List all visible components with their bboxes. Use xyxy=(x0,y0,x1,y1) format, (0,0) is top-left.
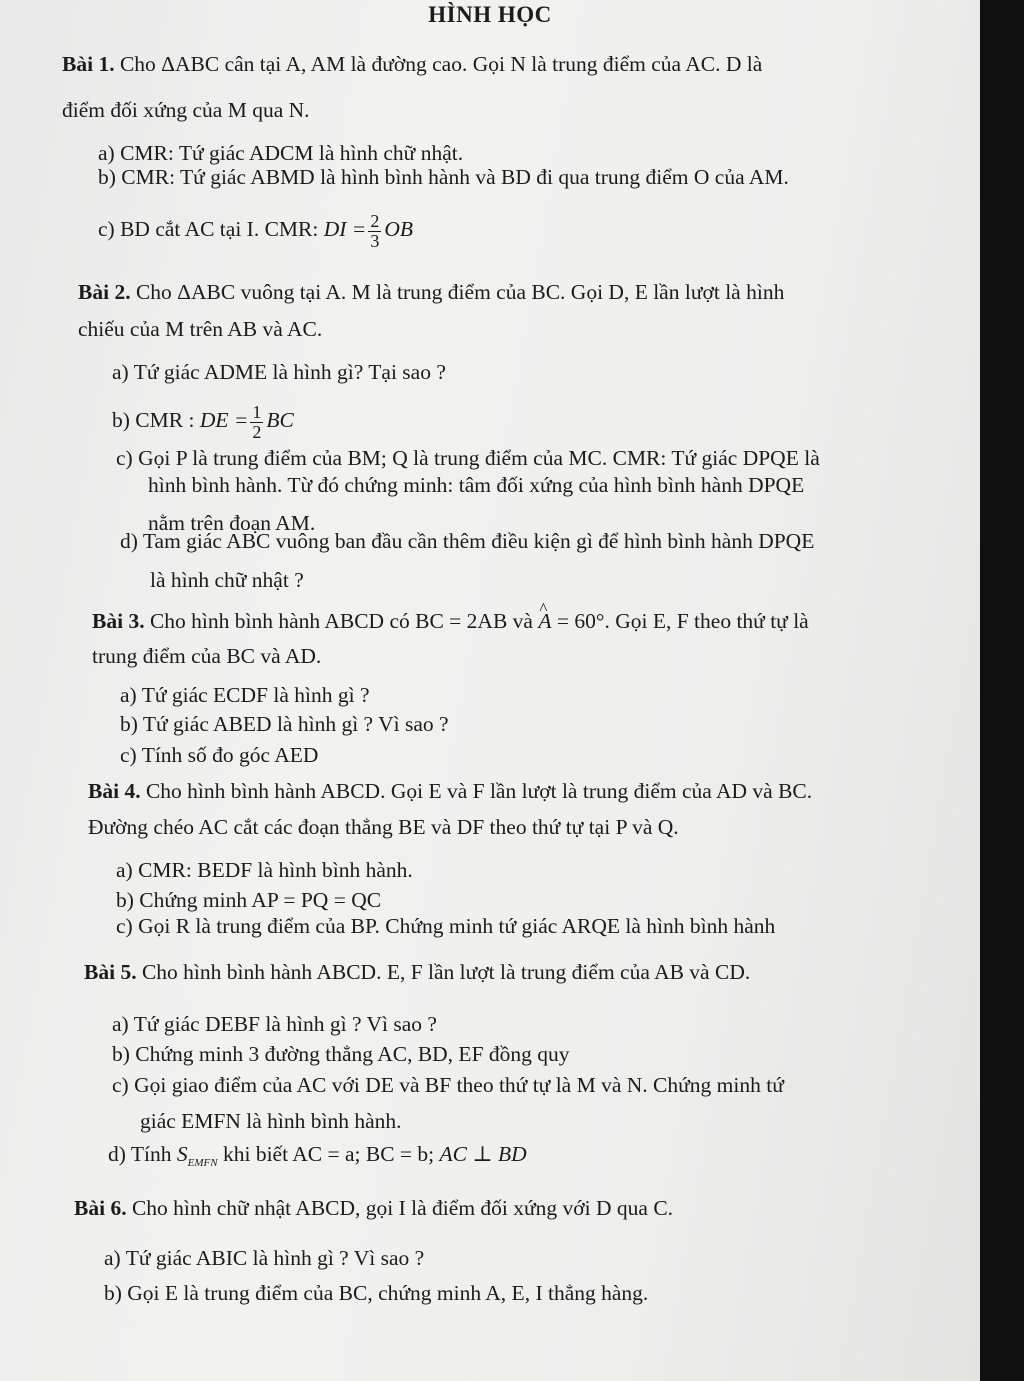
b2-intro-line1 xyxy=(78,278,784,306)
b5-intro-line1 xyxy=(84,958,750,986)
b5-part-a: a) Tứ giác DEBF là hình gì ? Vì sao ? xyxy=(112,1012,437,1036)
b1-c-rhs: OB xyxy=(384,217,413,241)
b4-part-b: b) Chứng minh AP = PQ = QC xyxy=(116,888,382,912)
b5-part-c-line1: c) Gọi giao điểm của AC với DE và BF theo thứ tự là M và N. Chứng minh tứ xyxy=(112,1073,784,1097)
b5-d-area-subscript: EMFN xyxy=(187,1157,218,1169)
b2-intro1: Cho ΔABC vuông tại A. M là trung điểm của BC. Gọi D, E lần lượt là hình xyxy=(130,280,785,304)
b3-angle-symbol: ^ A xyxy=(538,607,551,635)
b3-intro-line1 xyxy=(92,607,809,635)
b1-c-denominator: 3 xyxy=(370,230,380,251)
b6-intro-line1 xyxy=(74,1194,673,1222)
b5-d-area-symbol: S xyxy=(176,1142,188,1166)
b3-part-b: b) Tứ giác ABED là hình gì ? Vì sao ? xyxy=(120,712,449,736)
b2-b-fraction xyxy=(250,403,263,442)
b6-label: Bài 6. xyxy=(74,1196,127,1220)
b1-part-b: b) CMR: Tứ giác ABMD là hình bình hành và BD đi qua trung điểm O của AM. xyxy=(98,165,789,189)
b5-d-rest: khi biết AC = a; BC = b; xyxy=(217,1142,440,1166)
b3-label: Bài 3. xyxy=(92,609,145,633)
b4-intro-line1 xyxy=(88,777,812,805)
b6-part-b: b) Gọi E là trung điểm của BC, chứng minh A, E, I thẳng hàng. xyxy=(104,1281,649,1305)
b3-part-c: c) Tính số đo góc AED xyxy=(120,743,319,767)
b4-part-c: c) Gọi R là trung điểm của BP. Chứng minh tứ giác ARQE là hình bình hành xyxy=(116,914,776,938)
b1-intro1: Cho ΔABC cân tại A, AM là đường cao. Gọi N là trung điểm của AC. D là xyxy=(114,52,763,76)
b5-part-c-line2: giác EMFN là hình bình hành. xyxy=(140,1109,402,1133)
b2-b-rhs: BC xyxy=(266,408,294,432)
b5-label: Bài 5. xyxy=(84,960,137,984)
b1-part-a: a) CMR: Tứ giác ADCM là hình chữ nhật. xyxy=(98,141,464,165)
b5-intro1: Cho hình bình hành ABCD. E, F lần lượt là trung điểm của AB và CD. xyxy=(136,960,751,984)
b5-part-d xyxy=(108,1140,527,1177)
b2-part-c-line3: nằm trên đoạn AM. xyxy=(148,511,316,535)
b2-part-c-line2: hình bình hành. Từ đó chứng minh: tâm đối xứng của hình bình hành DPQE xyxy=(148,473,805,497)
b5-part-b: b) Chứng minh 3 đường thẳng AC, BD, EF đồng quy xyxy=(112,1042,570,1066)
b4-part-a: a) CMR: BEDF là hình bình hành. xyxy=(116,858,413,882)
b3-intro1a: Cho hình bình hành ABCD có BC = 2AB và xyxy=(144,609,539,633)
b2-part-d-line2: là hình chữ nhật ? xyxy=(150,568,304,592)
b3-intro-line2: trung điểm của BC và AD. xyxy=(92,644,322,668)
b4-intro-line2: Đường chéo AC cắt các đoạn thẳng BE và DF theo thứ tự tại P và Q. xyxy=(88,815,679,839)
b6-intro1: Cho hình chữ nhật ABCD, gọi I là điểm đối xứng với D qua C. xyxy=(126,1196,674,1220)
b1-c-lhs: DI = xyxy=(323,217,367,241)
b2-intro-line2: chiếu của M trên AB và AC. xyxy=(78,317,323,341)
b2-part-a: a) Tứ giác ADME là hình gì? Tại sao ? xyxy=(112,360,446,384)
b1-part-c xyxy=(98,206,413,252)
b2-b-denominator: 2 xyxy=(252,421,262,442)
b2-label: Bài 2. xyxy=(78,280,131,304)
b3-part-a: a) Tứ giác ECDF là hình gì ? xyxy=(120,683,370,707)
b1-intro-line2: điểm đối xứng của M qua N. xyxy=(62,98,310,122)
b5-d-perp: AC ⊥ BD xyxy=(439,1142,527,1166)
b6-part-a: a) Tứ giác ABIC là hình gì ? Vì sao ? xyxy=(104,1246,425,1270)
b2-part-c-line1: c) Gọi P là trung điểm của BM; Q là trung điểm của MC. CMR: Tứ giác DPQE là xyxy=(116,446,820,470)
b2-part-b xyxy=(112,397,294,443)
b1-c-numerator: 2 xyxy=(370,210,380,231)
b5-d-text: d) Tính xyxy=(108,1142,177,1166)
b1-intro-line1 xyxy=(62,50,762,78)
b4-label: Bài 4. xyxy=(88,779,141,803)
b4-intro1: Cho hình bình hành ABCD. Gọi E và F lần lượt là trung điểm của AD và BC. xyxy=(140,779,813,803)
b3-intro1b: = 60°. Gọi E, F theo thứ tự là xyxy=(551,609,809,633)
b2-b-numerator: 1 xyxy=(252,401,262,422)
b2-b-text: b) CMR : xyxy=(112,408,200,432)
b1-c-fraction xyxy=(368,212,381,251)
b2-b-lhs: DE = xyxy=(199,408,249,432)
b1-label: Bài 1. xyxy=(62,52,115,76)
b2-part-d-line1: d) Tam giác ABC vuông ban đầu cần thêm điều kiện gì để hình bình hành DPQE xyxy=(120,529,815,553)
b1-c-text: c) BD cắt AC tại I. CMR: xyxy=(98,217,324,241)
page-title: HÌNH HỌC xyxy=(428,2,552,27)
